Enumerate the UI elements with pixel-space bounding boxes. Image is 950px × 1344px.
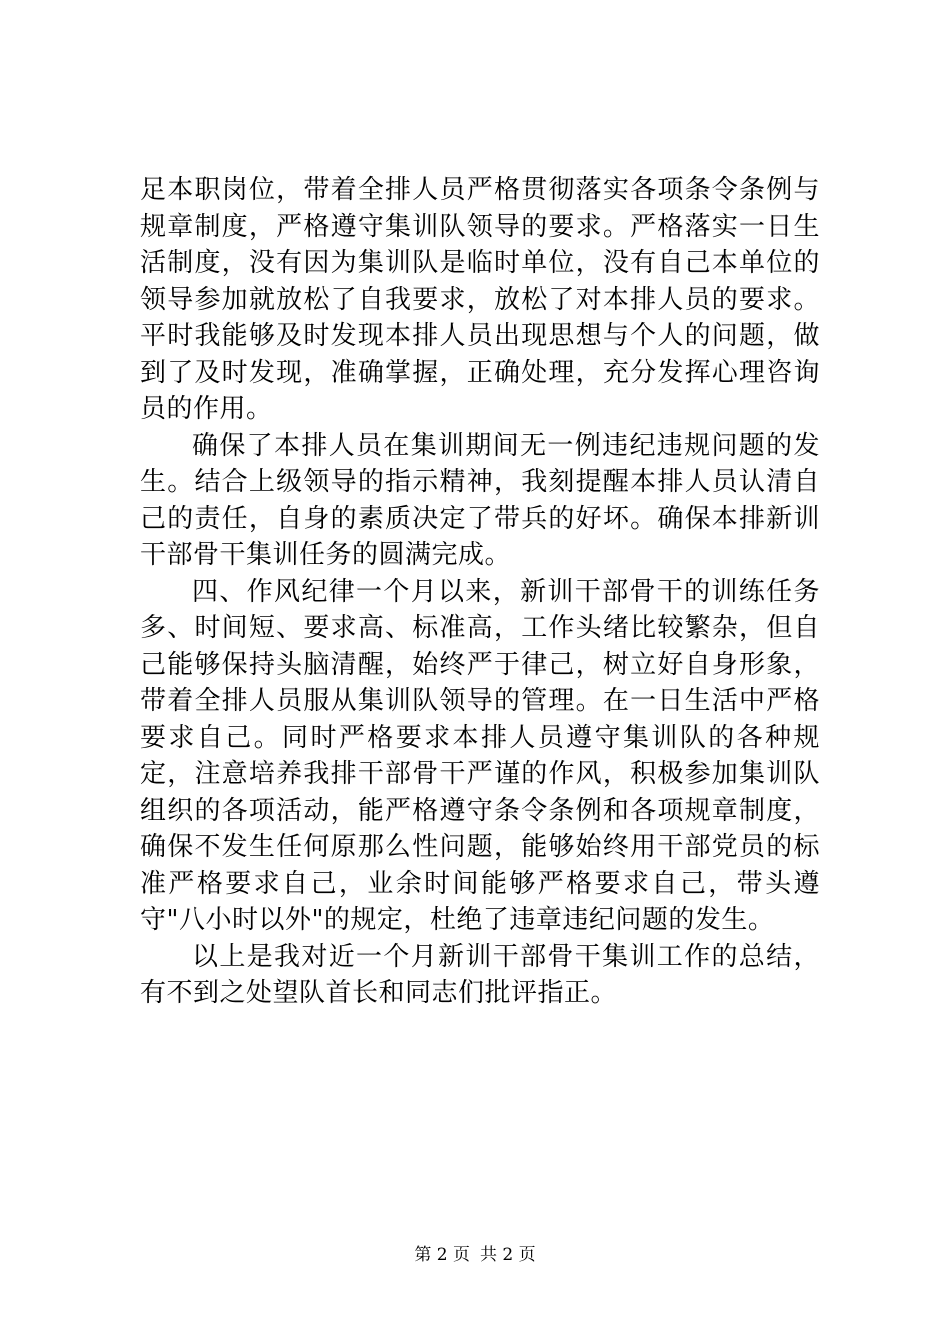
paragraph-section-four: 四、作风纪律一个月以来，新训干部骨干的训练任务多、时间短、要求高、标准高，工作头绪比较繁杂，但自己能够保持头脑清醒，始终严于律己，树立好自身形象，带着全排人员服从集训队领导的管理。在一日生活中严格要求自己。同时严格要求本排人员遵守集训队的各种规定，注意培养我排干部骨干严谨的作风，积极参加集训队组织的各项活动，能严格遵守条令条例和各项规章制度，确保不发生任何原那么性问题，能够始终用干部党员的标准严格要求自己，业余时间能够严格要求自己，带头遵守"八小时以外"的规定，杜绝了违章违纪问题的发生。 xyxy=(140,576,820,935)
paragraph-continuation: 足本职岗位，带着全排人员严格贯彻落实各项条令条例与规章制度，严格遵守集训队领导的要求。严格落实一日生活制度，没有因为集训队是临时单位，没有自己本单位的领导参加就放松了自我要求，放松了对本排人员的要求。平时我能够及时发现本排人员出现思想与个人的问题，做到了及时发现，准确掌握，正确处理，充分发挥心理咨询员的作用。 xyxy=(140,175,820,424)
page-total: 共 2 页 xyxy=(480,1245,536,1265)
page-footer xyxy=(0,1244,950,1266)
paragraph-ensure: 确保了本排人员在集训期间无一例违纪违规问题的发生。结合上级领导的指示精神，我刻提醒本排人员认清自己的责任，自身的素质决定了带兵的好坏。确保本排新训干部骨干集训任务的圆满完成。 xyxy=(140,430,820,570)
page-number: 第 2 页 xyxy=(414,1245,470,1265)
document-body xyxy=(140,172,820,1012)
paragraph-conclusion: 以上是我对近一个月新训干部骨干集训工作的总结，有不到之处望队首长和同志们批评指正。 xyxy=(140,941,820,1008)
